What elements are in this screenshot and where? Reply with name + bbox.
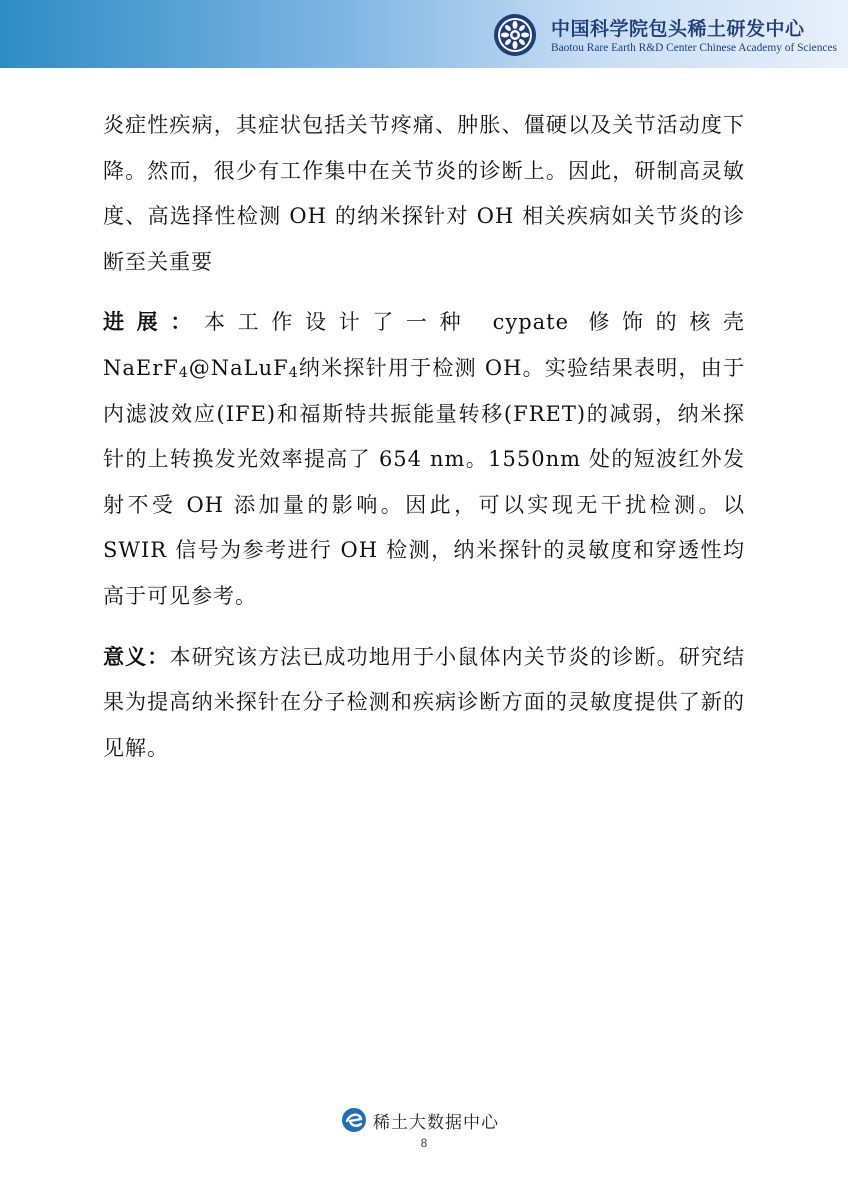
page-number: 8 — [420, 1136, 428, 1150]
subscript-4-a: 4 — [178, 364, 189, 381]
footer-brand-text: 稀土大数据中心 — [373, 1112, 499, 1133]
progress-text-c: 纳米探针用于检测 OH。实验结果表明，由于内滤波效应(IFE)和福斯特共振能量转移(FRET)的减弱，纳米探针的上转换发光效率提高了 654 nm。1550nm 处的短波红外发射不受 OH 添加量的影响。因此，可以实现无干扰检测。以 SWIR 信号为参考进行 OH 检测，纳米探针的灵敏度和穿透性均高于可见参考。 — [103, 355, 745, 608]
big-data-logo-icon — [341, 1107, 367, 1133]
progress-text-b: @NaLuF — [188, 355, 289, 380]
footer-brand — [341, 1106, 499, 1134]
org-name-cn: 中国科学院包头稀土研发中心 — [551, 18, 805, 40]
progress-text-a: 本工作设计了一种 cypate 修饰的核壳 NaErF — [103, 310, 746, 380]
significance-label: 意义： — [103, 643, 170, 669]
subscript-4-b: 4 — [288, 364, 299, 381]
page-header — [0, 0, 848, 68]
significance-text: 本研究该方法已成功地用于小鼠体内关节炎的诊断。研究结果为提高纳米探针在分子检测和疾病诊断方面的灵敏度提供了新的见解。 — [103, 644, 746, 760]
paragraph-progress — [103, 299, 745, 619]
article-body — [103, 103, 745, 785]
paragraph-background: 炎症性疾病，其症状包括关节疼痛、肿胀、僵硬以及关节活动度下降。然而，很少有工作集中在关节炎的诊断上。因此，研制高灵敏度、高选择性检测 OH 的纳米探针对 OH 相关疾病如关节炎的诊断至关重要 — [103, 113, 745, 274]
cas-emblem-icon — [493, 13, 537, 57]
paragraph-significance — [103, 634, 745, 772]
progress-label: 进展： — [103, 309, 204, 335]
org-name-en: Baotou Rare Earth R&D Center Chinese Academy of Sciences — [551, 42, 837, 54]
